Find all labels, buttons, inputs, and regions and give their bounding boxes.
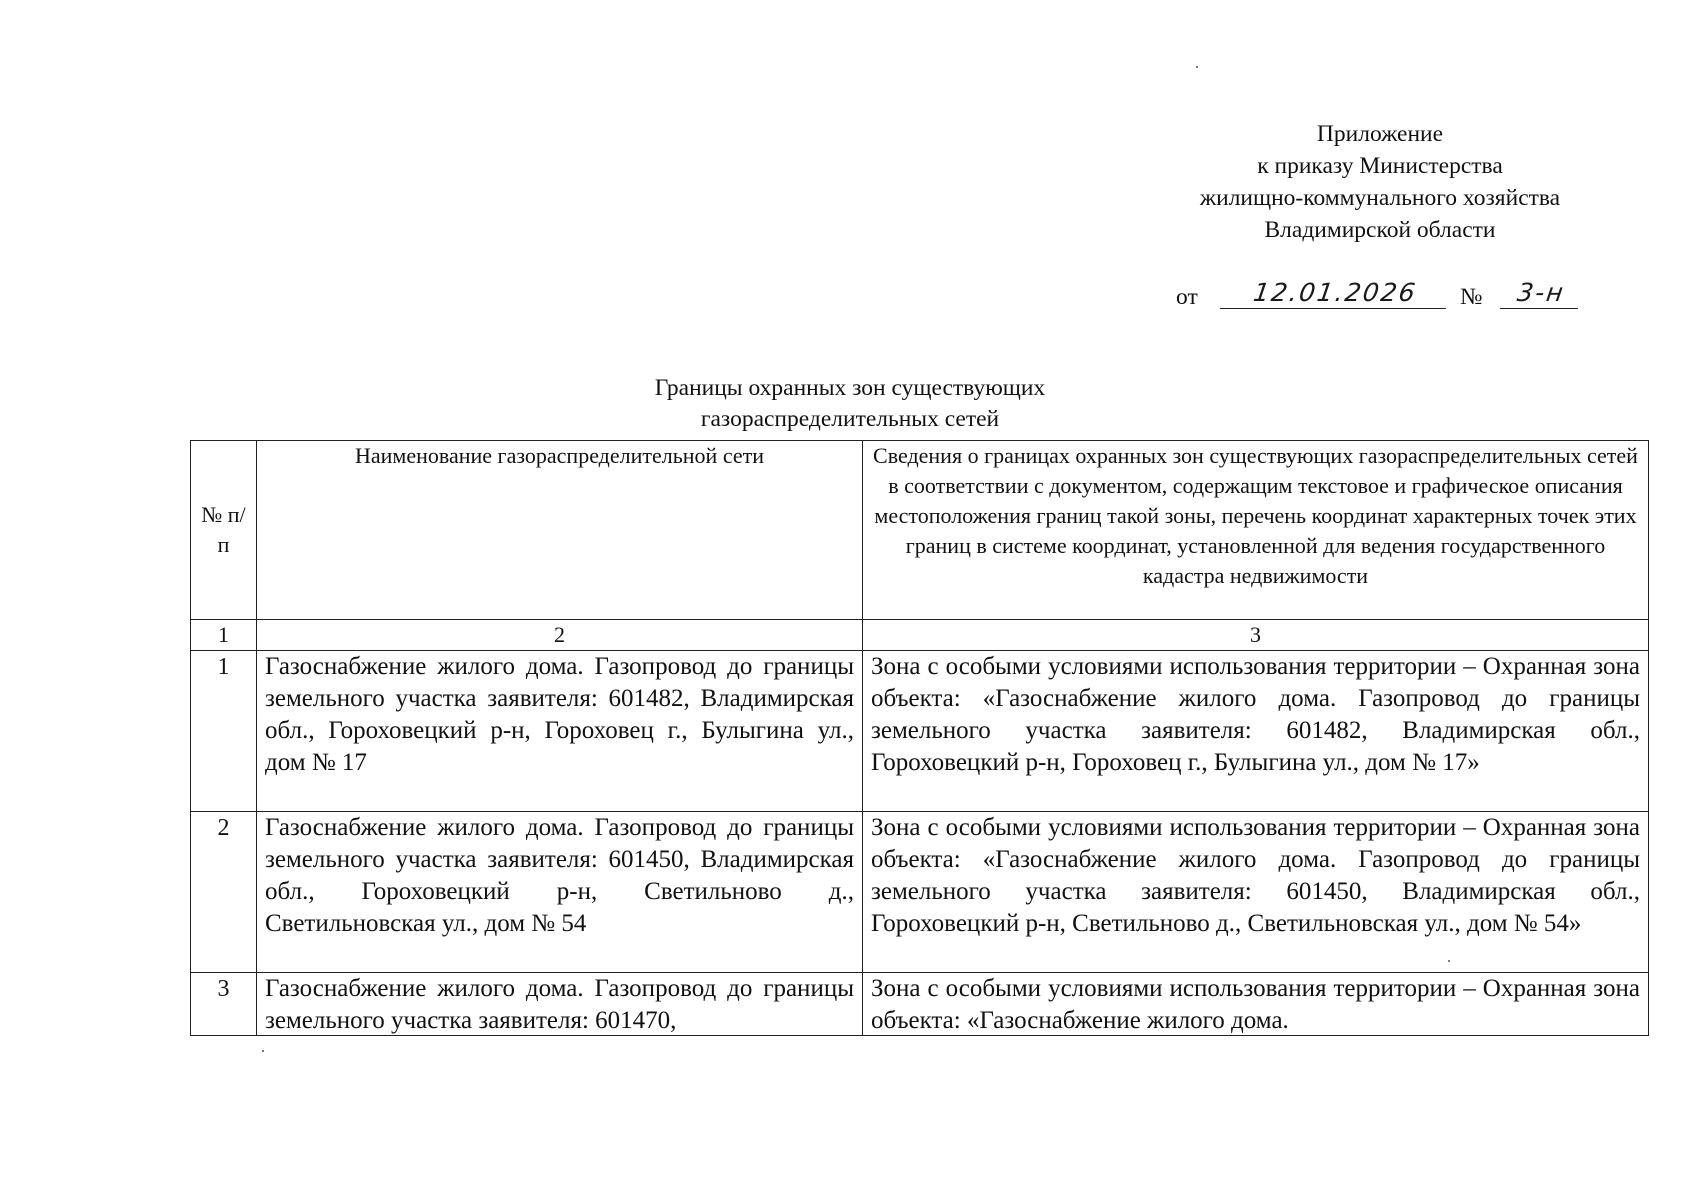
protection-zones-table	[190, 440, 1649, 1036]
zone-info-text: Зона с особыми условиями использования территории – Охранная зона объекта: «Газоснабжение жилого дома.	[871, 975, 1640, 1034]
scan-speck	[1196, 66, 1198, 68]
appendix-line: жилищно-коммунального хозяйства	[1199, 185, 1561, 211]
title-line: Границы охранных зон существующих	[654, 375, 1046, 401]
header-number: № п/п	[191, 441, 257, 620]
order-date-number	[1176, 278, 1616, 318]
zone-info: Зона с особыми условиями использования территории – Охранная зона объекта: «Газоснабжение жилого дома. Газопровод до границы земельного участка заявителя: 601450, Владимирская обл., Гороховецкий р-н, Светильново д., Светильновская ул., дом № 54»	[863, 812, 1649, 973]
network-name: Газоснабжение жилого дома. Газопровод до границы земельного участка заявителя: 601450, Владимирская обл., Гороховецкий р-н, Светильново д., Светильновская ул., дом № 54	[257, 812, 863, 973]
document-title	[440, 373, 1260, 435]
column-number: 3	[863, 620, 1649, 651]
network-name	[257, 973, 863, 1036]
table-row	[191, 651, 1649, 812]
network-name-text: Газоснабжение жилого дома. Газопровод до границы земельного участка заявителя: 601470,	[265, 975, 854, 1034]
handwritten-order-number: 3-н	[1500, 278, 1582, 309]
appendix-line: Приложение	[1316, 121, 1444, 147]
row-number: 2	[191, 812, 257, 973]
header-network-name: Наименование газораспределительной сети	[257, 441, 863, 620]
row-number: 1	[191, 651, 257, 812]
column-number: 1	[191, 620, 257, 651]
column-numbers-row	[191, 620, 1649, 651]
from-label: от	[1176, 284, 1198, 310]
appendix-block	[1110, 118, 1650, 246]
table-row	[191, 973, 1649, 1036]
row-number: 3	[191, 973, 257, 1036]
number-label: №	[1460, 284, 1483, 310]
zone-info: Зона с особыми условиями использования территории – Охранная зона объекта: «Газоснабжение жилого дома. Газопровод до границы земельного участка заявителя: 601482, Владимирская обл., Гороховецкий р-н, Гороховец г., Булыгина ул., дом № 17»	[863, 651, 1649, 812]
scan-speck	[1448, 960, 1450, 962]
appendix-line: Владимирской области	[1264, 217, 1496, 243]
appendix-line: к приказу Министерства	[1257, 153, 1503, 179]
network-name: Газоснабжение жилого дома. Газопровод до границы земельного участка заявителя: 601482, Владимирская обл., Гороховецкий р-н, Гороховец г., Булыгина ул., дом № 17	[257, 651, 863, 812]
table-header-row	[191, 441, 1649, 620]
table-row	[191, 812, 1649, 973]
header-zone-info: Сведения о границах охранных зон существующих газораспределительных сетей в соответствии с документом, содержащим текстовое и графическое описания местоположения границ такой зоны, перечень координат характерных точек этих границ в системе координат, установленной для ведения государственного кадастра недвижимости	[863, 441, 1649, 620]
column-number: 2	[257, 620, 863, 651]
title-line: газораспределительных сетей	[700, 406, 1000, 432]
handwritten-date: 12.01.2026	[1220, 278, 1450, 309]
zone-info	[863, 973, 1649, 1036]
scan-speck	[262, 1050, 264, 1052]
